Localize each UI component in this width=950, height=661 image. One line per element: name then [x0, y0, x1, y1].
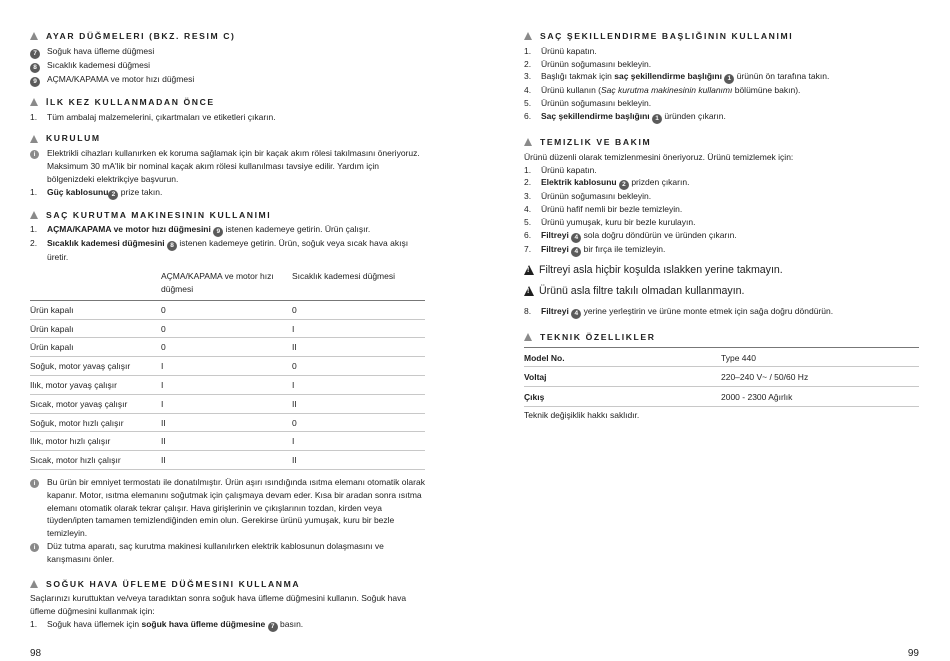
list-item: 2. Elektrik kablosunu 2 prizden çıkarın.	[524, 177, 690, 189]
list-item: 8. Filtreyi 4 yerine yerleştirin ve ürüne monte etmek için sağa doğru döndürün.	[524, 305, 834, 317]
number-badge-icon: 1	[724, 74, 734, 84]
list-item: 3. Ürünün soğumasını bekleyin.	[524, 191, 652, 202]
usage-section	[30, 209, 425, 566]
section-triangle-icon	[30, 135, 38, 143]
list-item: 1. Ürünü kapatın.	[524, 45, 597, 56]
info-icon: i	[30, 543, 39, 552]
warning-note: ! Ürünü asla filtre takılı olmadan kullanmayın.	[524, 284, 919, 298]
list-item: 6. Filtreyi 4 sola doğru döndürün ve üründen çıkarın.	[524, 229, 737, 241]
left-page	[30, 30, 425, 641]
controls-section	[30, 30, 425, 87]
number-badge-icon: 2	[619, 180, 629, 190]
list-item: 2. Ürünün soğumasını bekleyin.	[524, 58, 652, 69]
warning-note: ! Filtreyi asla hiçbir koşulda ıslakken yerine takmayın.	[524, 263, 919, 277]
list-item: 8 Sıcaklık kademesi düğmesi	[30, 59, 425, 73]
number-badge-icon: 7	[268, 622, 278, 632]
section-triangle-icon	[30, 98, 38, 106]
list-item: 6. Saç şekillendirme başlığını 1 üründen çıkarın.	[524, 110, 726, 122]
number-badge-icon: 4	[571, 233, 581, 243]
list-item: 5. Ürünün soğumasını bekleyin.	[524, 98, 652, 109]
table-row: Sıcak, motor hızlı çalışır II II	[30, 451, 425, 470]
list-item: 3. Başlığı takmak için saç şekillendirme başlığını 1 ürünün ön tarafına takın.	[524, 71, 830, 83]
specs-table	[524, 347, 919, 407]
table-row: Soğuk, motor yavaş çalışır I 0	[30, 357, 425, 376]
list-item: 1. AÇMA/KAPAMA ve motor hızı düğmesini 9 istenen kademeye getirin. Ürün çalışır.	[30, 224, 371, 236]
table-row: Ilık, motor yavaş çalışır I I	[30, 375, 425, 394]
number-badge-icon: 4	[571, 309, 581, 319]
paragraph: Ürünü düzenli olarak temizlenmesini öneriyoruz. Ürünü temizlemek için:	[524, 151, 794, 162]
table-row: Model No. Type 440	[524, 347, 919, 367]
section-triangle-icon	[30, 211, 38, 219]
section-heading: TEKNIK ÖZELLIKLER	[540, 331, 656, 342]
section-triangle-icon	[524, 333, 532, 341]
list-item: 4. Ürünü kullanın (Saç kurutma makinesinin kullanımı bölümüne bakın).	[524, 85, 801, 96]
list-item: 1. Tüm ambalaj malzemelerini, çıkartmaları ve etiketleri çıkarın.	[30, 111, 276, 122]
info-note: i Bu ürün bir emniyet termostatı ile donatılmıştır. Ürün aşırı ısındığında ısıtma elemanı otomatik olarak kapanır. Motor, ısıtma elemanını soğutmak için çalışmaya devam eder. Kısa bir aradan sonra ısıtma elemanı otomatik olarak tekrar çalışır. Hava girişlerinin ve çıkışlarının tozdan, kirden veya tüyden/ipten tamamen temizlendiğinden emin olun. Gerekirse ürünü yumuşak, kuru bir bezle temizleyin.	[30, 476, 425, 540]
info-icon: i	[30, 150, 39, 159]
number-badge-icon: 2	[108, 190, 118, 200]
list-item: 7 Soğuk hava üfleme düğmesi	[30, 45, 425, 59]
list-item: 2. Sıcaklık kademesi düğmesini 8 istenen kademeye getirin. Ürün, soğuk veya sıcak hava akışı üretir.	[30, 238, 409, 263]
warning-icon	[524, 286, 534, 296]
cleaning-section	[524, 136, 919, 319]
section-heading: SOĞUK HAVA ÜFLEME DÜĞMESINI KULLANMA	[46, 578, 301, 589]
cool-shot-section	[30, 578, 425, 632]
section-triangle-icon	[30, 580, 38, 588]
table-row: Soğuk, motor hızlı çalışır II 0	[30, 413, 425, 432]
list-item: 5. Ürünü yumuşak, kuru bir bezle kurulayın.	[524, 216, 696, 227]
number-badge-icon: 8	[30, 63, 40, 73]
list-item: 1. Güç kablosunu 2 prize takın.	[30, 186, 163, 198]
install-section	[30, 132, 425, 199]
table-row: Ürün kapalı 0 II	[30, 338, 425, 357]
settings-table	[30, 267, 425, 470]
warning-icon	[524, 265, 534, 275]
list-item: 9 AÇMA/KAPAMA ve motor hızı düğmesi	[30, 73, 425, 87]
table-row: Ürün kapalı 0 I	[30, 319, 425, 338]
info-icon: i	[30, 479, 39, 488]
number-badge-icon: 9	[213, 227, 223, 237]
section-heading: SAÇ ŞEKILLENDIRME BAŞLIĞININ KULLANIMI	[540, 31, 794, 41]
first-use-section	[30, 96, 425, 124]
section-triangle-icon	[524, 138, 532, 146]
number-badge-icon: 9	[30, 77, 40, 87]
section-heading: İLK KEZ KULLANMADAN ÖNCE	[46, 96, 215, 107]
info-note: i Düz tutma aparatı, saç kurutma makinesi kullanılırken elektrik kablosunun dolaşmasını ve karışmasını önler.	[30, 540, 425, 566]
table-row: Çıkış 2000 - 2300 Ağırlık	[524, 387, 919, 407]
section-triangle-icon	[524, 32, 532, 40]
specs-section	[524, 331, 919, 422]
number-badge-icon: 4	[571, 247, 581, 257]
table-row: Voltaj 220–240 V~ / 50/60 Hz	[524, 367, 919, 387]
list-item: 4. Ürünü hafif nemli bir bezle temizleyin.	[524, 204, 683, 215]
list-item: 1. Ürünü kapatın.	[524, 164, 597, 175]
page-number-left: 98	[30, 648, 42, 659]
page-number-right: 99	[907, 648, 919, 659]
section-heading: SAÇ KURUTMA MAKINESININ KULLANIMI	[46, 209, 272, 220]
info-note: i Elektrikli cihazları kullanırken ek koruma sağlamak için bir kaçak akım rölesi takılmasını öneriyoruz. Maksimum 30 mA'lik bir nominal kaçak akım rölesi kullanılması tavsiye edilir. Yardım için bölgenizdeki elektrikçiye başvurun.	[30, 147, 425, 185]
footnote: Teknik değişiklik hakkı saklıdır.	[524, 409, 640, 420]
list-item: 7. Filtreyi 4 bir fırça ile temizleyin.	[524, 243, 666, 255]
section-triangle-icon	[30, 32, 38, 40]
list-item: 1. Soğuk hava üflemek için soğuk hava üfleme düğmesine 7 basın.	[30, 618, 304, 630]
section-heading: AYAR DÜĞMELERI (BKZ. RESIM C)	[46, 31, 236, 41]
table-row: Sıcak, motor yavaş çalışır I II	[30, 394, 425, 413]
section-heading: KURULUM	[46, 133, 101, 144]
number-badge-icon: 7	[30, 49, 40, 59]
table-header-row: AÇMA/KAPAMA ve motor hızı düğmesi Sıcaklık kademesi düğmesi	[30, 267, 425, 300]
table-row: Ürün kapalı 0 0	[30, 300, 425, 319]
styling-section	[524, 30, 919, 124]
number-badge-icon: 8	[167, 241, 177, 251]
table-row: Ilık, motor hızlı çalışır II I	[30, 432, 425, 451]
paragraph: Saçlarınızı kuruttuktan ve/veya taradıktan sonra soğuk hava üfleme düğmesini kullanın. Soğuk hava üfleme düğmesini kullanmak için:	[30, 593, 407, 617]
right-page	[524, 30, 919, 431]
section-heading: TEMIZLIK VE BAKIM	[540, 136, 652, 147]
number-badge-icon: 1	[652, 114, 662, 124]
